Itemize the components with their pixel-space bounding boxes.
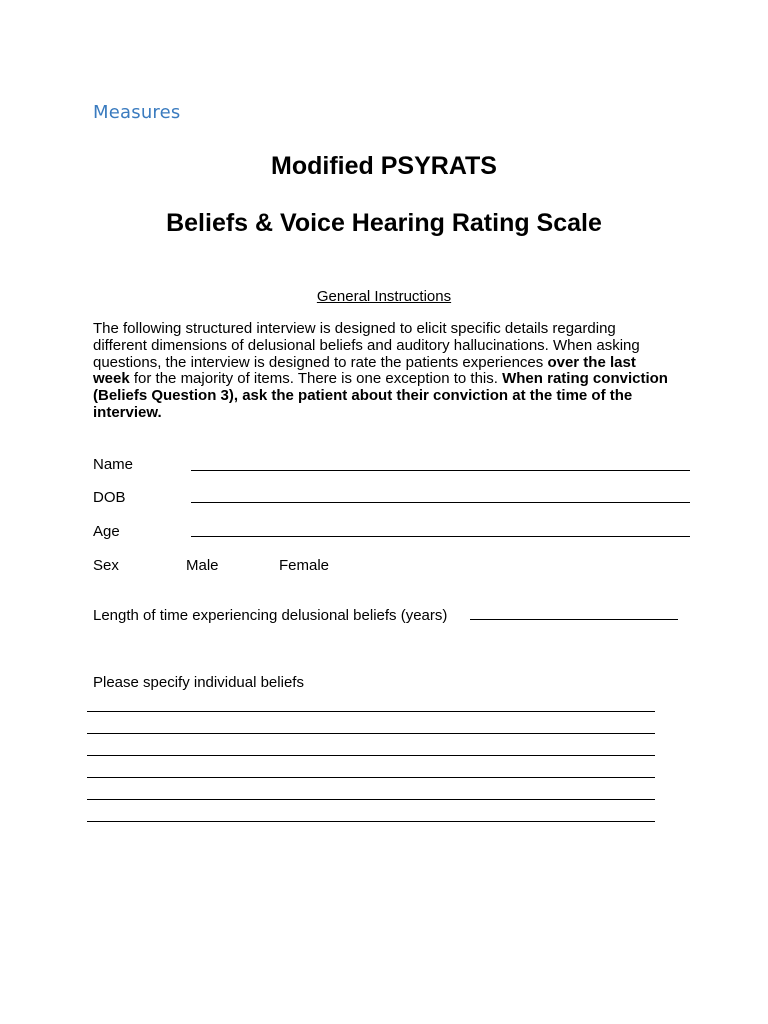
- section-header-label: Measures: [93, 102, 181, 123]
- age-label: Age: [93, 523, 120, 540]
- sex-label: Sex: [93, 557, 119, 574]
- dob-entry-line[interactable]: [191, 502, 690, 503]
- belief-entry-line[interactable]: [87, 711, 655, 712]
- instructions-emphasis: When rating conviction (Beliefs Question 3), ask the patient about their conviction at the time of the interview.: [93, 370, 668, 421]
- duration-entry-line[interactable]: [470, 619, 678, 620]
- belief-entry-line[interactable]: [87, 799, 655, 800]
- name-entry-line[interactable]: [191, 470, 690, 471]
- name-label: Name: [93, 456, 134, 473]
- instructions-text: The following structured interview is designed to elicit specific details regarding different dimensions of delusional beliefs and auditory hallucinations. When asking questions, the interview is designed to rate the patients experiences: [93, 320, 640, 371]
- beliefs-label: Please specify individual beliefs: [93, 674, 304, 691]
- instructions-paragraph: [93, 321, 668, 422]
- sex-option-male[interactable]: Male: [186, 557, 219, 574]
- form-title: Modified PSYRATS: [271, 152, 497, 180]
- belief-entry-line[interactable]: [87, 733, 655, 734]
- duration-label: Length of time experiencing delusional beliefs (years): [93, 607, 448, 624]
- form-subtitle: Beliefs & Voice Hearing Rating Scale: [166, 209, 602, 237]
- age-entry-line[interactable]: [191, 536, 690, 537]
- belief-entry-line[interactable]: [87, 777, 655, 778]
- dob-label: DOB: [93, 489, 126, 506]
- belief-entry-line[interactable]: [87, 755, 655, 756]
- belief-entry-line[interactable]: [87, 821, 655, 822]
- instructions-emphasis: over the last week: [93, 353, 636, 388]
- instructions-heading: General Instructions: [316, 288, 452, 305]
- instructions-text: for the majority of items. There is one exception to this.: [129, 370, 503, 388]
- sex-option-female[interactable]: Female: [279, 557, 330, 574]
